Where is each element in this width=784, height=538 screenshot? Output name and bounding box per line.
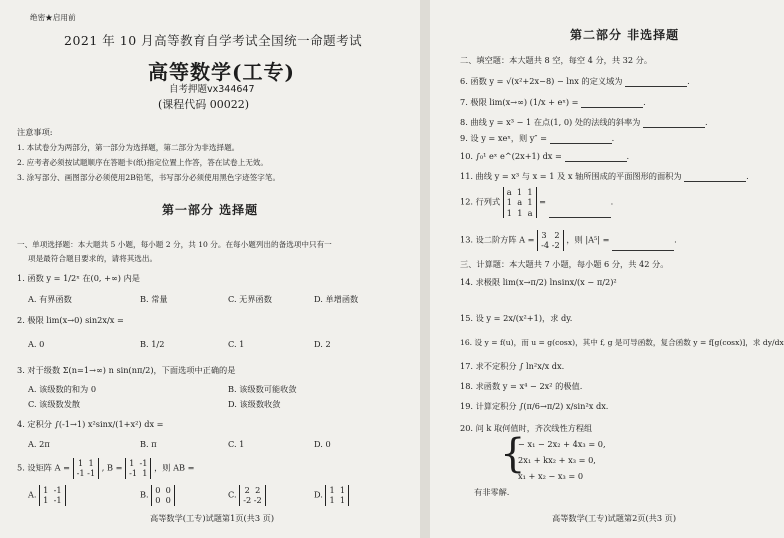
square-matrix-a: 3 2 -4 -2: [537, 230, 564, 251]
question-2-stem: 2. 极限 lim(x→0) sin2x/x =: [17, 315, 124, 325]
determinant-matrix: a 1 1 1 a 1 1 1 a: [503, 187, 537, 218]
question-3-option-a: A. 该级数的和为 0: [28, 384, 97, 394]
option-c-matrix: 2 2 -2 -2: [239, 485, 266, 506]
question-4-option-c: C. 1: [228, 439, 245, 449]
matrix-a: [73, 458, 100, 479]
part2-title: 第二部分 非选择题: [570, 28, 680, 42]
notice-2: 2. 应考者必须按试题顺序在答题卡(纸)指定位置上作答，答在试卷上无效。: [17, 158, 268, 167]
question-3-stem: 3. 对于级数 Σ(n=1→∞) n sin(nπ/2)，下面选项中正确的是: [17, 365, 236, 375]
question-20-ending: 有非零解.: [474, 487, 510, 497]
answer-blank-6: [625, 78, 687, 87]
question-14: 14. 求极限 lim(x→π/2) lnsinx/(x − π/2)²: [460, 277, 617, 287]
equation-2: 2x₁ + kx₂ + x₃ = 0,: [518, 455, 596, 465]
matrix-a-row-2: -1 -1: [76, 468, 96, 479]
secret-label: 绝密★启用前: [30, 13, 76, 22]
question-2-option-a: A. 0: [28, 339, 45, 349]
page-gutter: [420, 0, 430, 538]
notice-3: 3. 涂写部分、画图部分必须使用2B铅笔，书写部分必须使用黑色字迹签字笔。: [17, 173, 281, 182]
answer-blank-9: [550, 135, 612, 144]
question-11: 11. 曲线 y = x³ 与 x = 1 及 x 轴所围成的平面图形的面积为 .: [460, 171, 749, 181]
part1-instructions: 一、单项选择题：本大题共 5 小题，每小题 2 分，共 10 分。在每小题列出的备选项中只有一: [17, 240, 332, 249]
page-1-footer: 高等数学(工专)试题第1页(共3 页): [150, 513, 275, 523]
page-2-footer: 高等数学(工专)试题第2页(共3 页): [552, 513, 677, 523]
calc-instructions: 三、计算题：本大题共 7 小题，每小题 6 分，共 42 分。: [460, 259, 669, 269]
answer-blank-12: [549, 209, 611, 218]
equation-3: x₁ + x₂ − x₃ = 0: [518, 471, 584, 481]
question-20: 20. 问 k 取何值时，齐次线性方程组: [460, 423, 593, 433]
matrix-b-row-2: -1 1: [129, 468, 148, 479]
question-5-stem-b: , B =: [101, 462, 123, 473]
question-1-option-d: D. 单增函数: [314, 294, 359, 304]
question-17: 17. 求不定积分 ∫ ln²x/x dx.: [460, 361, 565, 371]
question-2-option-c: C. 1: [228, 339, 245, 349]
question-3-option-d: D. 该级数收敛: [228, 399, 281, 409]
question-4-stem: 4. 定积分 ∫(-1→1) x²sinx/(1+x²) dx =: [17, 419, 164, 429]
matrix-b: [125, 458, 151, 479]
question-1-option-b: B. 常量: [140, 294, 168, 304]
question-1-option-a: A. 有界函数: [28, 294, 72, 304]
question-16: 16. 设 y = f(u)，而 u = g(cosx)，其中 f, g 是可导函数，复合函数 y = f[g(cosx)]，求 dy/dx: [460, 338, 784, 347]
option-a-matrix: 1 -1 1 -1: [39, 485, 65, 506]
fill-blank-instructions: 二、填空题：本大题共 8 空，每空 4 分，共 32 分。: [460, 55, 653, 65]
question-5-stem-a: 5. 设矩阵 A =: [17, 462, 70, 473]
question-5-option-d: D. 1 1 1 1: [314, 485, 349, 506]
matrix-a-row-1: 1 1: [78, 458, 94, 468]
question-1-stem: 1. 函数 y = 1/2ˣ 在(0, +∞) 内是: [17, 273, 140, 283]
question-15: 15. 设 y = 2x/(x²+1)，求 dy.: [460, 313, 573, 323]
question-2-option-b: B. 1/2: [140, 339, 165, 349]
question-3-option-c: C. 该级数发散: [28, 399, 81, 409]
question-5-stem: [17, 458, 194, 479]
question-4-option-a: A. 2π: [28, 439, 50, 449]
exam-page-2: [430, 0, 784, 538]
answer-blank-8: [643, 119, 705, 128]
question-9: 9. 设 y = xeˣ，则 y″ = .: [460, 133, 615, 143]
question-3-option-b: B. 该级数可能收敛: [228, 384, 297, 394]
question-4-option-b: B. π: [140, 439, 157, 449]
equation-1: − x₁ − 2x₂ + 4x₃ = 0,: [518, 439, 606, 449]
question-5-option-c: C. 2 2 -2 -2: [228, 485, 266, 506]
equation-system-brace: {: [500, 431, 526, 477]
answer-blank-11: [684, 173, 746, 182]
question-4-option-d: D. 0: [314, 439, 331, 449]
question-8: 8. 曲线 y = x³ − 1 在点(1, 0) 处的法线的斜率为 .: [460, 117, 708, 127]
watermark-text: 自考押题vx344647: [169, 84, 255, 95]
question-1-option-c: C. 无界函数: [228, 294, 272, 304]
question-5-stem-c: ，则 AB =: [154, 462, 195, 473]
question-5-option-b: B. 0 0 0 0: [140, 485, 175, 506]
question-10: 10. ∫₀¹ eˣ e^(2x+1) dx = .: [460, 151, 630, 161]
part1-instructions-cont: 项是最符合题目要求的，请将其选出。: [28, 254, 158, 263]
question-18: 18. 求函数 y = x⁴ − 2x² 的极值.: [460, 381, 583, 391]
option-d-matrix: 1 1 1 1: [325, 485, 349, 506]
course-code: (课程代码 00022): [158, 98, 250, 111]
notice-1: 1. 本试卷分为两部分，第一部分为选择题，第二部分为非选择题。: [17, 143, 240, 152]
notice-title: 注意事项:: [17, 127, 53, 137]
question-19: 19. 计算定积分 ∫(π/6→π/2) x/sin²x dx.: [460, 401, 609, 411]
question-5-option-a: A. 1 -1 1 -1: [28, 485, 66, 506]
part1-title: 第一部分 选择题: [162, 203, 259, 217]
subject-title: 高等数学(工专): [148, 60, 295, 84]
option-b-matrix: 0 0 0 0: [151, 485, 175, 506]
answer-blank-10: [565, 153, 627, 162]
question-12: 12. 行列式 a 1 1 1 a 1 1 1 a = .: [460, 187, 614, 218]
question-13: 13. 设二阶方阵 A = 3 2 -4 -2 ，则 |A⁵| = .: [460, 230, 677, 251]
exam-title: 2021 年 10 月高等教育自学考试全国统一命题考试: [64, 33, 363, 48]
question-7: 7. 极限 lim(x→∞) (1/x + eˣ) = .: [460, 97, 646, 107]
question-2-option-d: D. 2: [314, 339, 331, 349]
answer-blank-7: [581, 99, 643, 108]
answer-blank-13: [612, 242, 674, 251]
matrix-b-row-1: 1 -1: [129, 458, 148, 468]
question-6: 6. 函数 y = √(x²+2x−8) − lnx 的定义域为 .: [460, 76, 690, 86]
